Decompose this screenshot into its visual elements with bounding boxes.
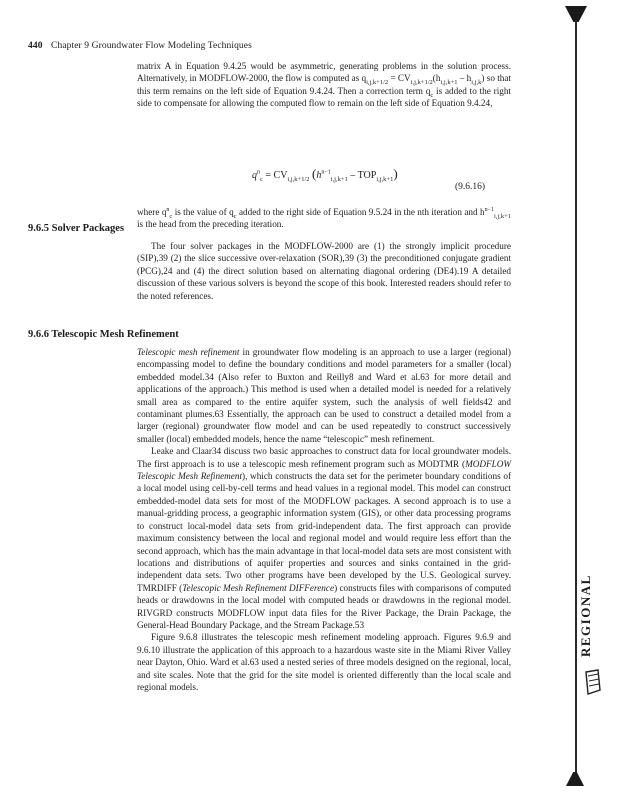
intro-text-3: (h	[432, 73, 441, 84]
tmr-paragraph-2c: ) constructs files with comparisons of computed heads or drawdowns in the local model with computed heads or drawdowns in the regional model. RIVGRD constructs MODFLOW input data files for the River Package, the Drain Package, the General-Head Boundary Package, and the Stream Package.53	[137, 582, 511, 630]
eq-frac-num: 1	[301, 176, 305, 183]
sidebar-rule	[575, 20, 577, 780]
eq-frac-den: 2	[306, 176, 310, 183]
where-clause: where $q^n_c$ is the value of $q_c$ added to the right side of Equation 9.5.24 in the nth iteration and $h^{n-1}_{i,j,k+1}$ is the head from the preceding iteration.	[137, 206, 512, 230]
sidebar-bottom-cap	[566, 772, 584, 786]
eq-h-sup: n−1	[321, 169, 331, 176]
eq-cv: = CV	[265, 170, 288, 181]
where-text-1: where q	[137, 207, 167, 217]
intro-text-2: = CV	[390, 73, 411, 84]
heading-telescopic-mesh: 9.6.6 Telescopic Mesh Refinement	[28, 329, 179, 340]
tmr-paragraph-2a: Leake and Claar34 discuss two basic approaches to construct data for local groundwater models. The first approach is to use a telescopic mesh refinement program such as MODTMR (	[137, 446, 511, 469]
book-tab-icon	[584, 668, 602, 701]
running-header	[28, 41, 252, 51]
page-number: 440	[28, 41, 43, 51]
tmr-paragraph-1: in groundwater flow modeling is an approach to use a larger (regional) encompassing model to define the boundary conditions and model parameters for a smaller (local) embedded model.34 (Also refer to Buxton and Reilly8 and Ward et al.63 for more detail and applications of the approach.) This method is used when a detailed model is needed for a relatively small area as compared to the entire aquifer system, such the analysis of well fields42 and contaminant plumes.63 Essentially, the approach can be used to construct a detailed model from a larger (regional) groundwater flow model and can be used repeatedly to construct successively smaller (local) embedded models, hence the name “telescopic” mesh refinement.	[137, 347, 511, 444]
heading-solver-packages: 9.6.5 Solver Packages	[28, 223, 125, 234]
eq-h-sub: i,j,k+1	[330, 176, 348, 183]
eq-lhs: q	[252, 170, 257, 181]
telescopic-mesh-body	[137, 346, 511, 693]
where-text-2: is the value of q	[174, 207, 234, 217]
intro-paragraph: matrix A in Equation 9.4.25 would be asymmetric, generating problems in the solution process. Alternatively, in MODFLOW-2000, the flow is computed as $q_{i,j,k+1/2} = CV_{i,j,k+1/2}(h_{i,j,k+1} - h_{i,j,k})$ so that this term remains on the left side of Equation 9.4.24. Then a correction term $q_c$ is added to the right side to compensate for allowing the computed flow to remain on the left side of Equation 9.4.24,	[137, 61, 511, 109]
tmr-term: Telescopic mesh refinement	[137, 347, 240, 357]
where-text-4: is the head from the preceding iteration.	[137, 219, 284, 230]
tmr-paragraph-3: Figure 9.6.8 illustrates the telescopic mesh refinement modeling approach. Figures 9.6.9 and 9.6.10 illustrate the application of this approach to a hazardous waste site in the Miami River Valley near Dayton, Ohio. Ward et al.63 used a nested series of three models designed on the regional, local, and site scales. Note that the grid for the site model is oriented differently than the local scale and regional models.	[137, 632, 511, 692]
eq-cv-sub: i,j,k+	[287, 176, 302, 183]
eq-top-sub: i,j,k+1	[376, 176, 394, 183]
solver-packages-text: The four solver packages in the MODFLOW-2000 are (1) the strongly implicit procedure (SIP),39 (2) the slice successive over-relaxation (SOR),39 (3) the preconditioned conjugate gradient (PCG),24 and (4) the direct solution based on alternating diagonal ordering (DE4).19 A detailed discussion of these various solvers is beyond the scope of this book. Interested readers should refer to the noted references.	[137, 241, 511, 301]
intro-text-4: – h	[459, 73, 472, 84]
equation-number: (9.6.16)	[455, 182, 486, 192]
eq-h: h	[316, 170, 322, 181]
modtmr-expansion: MODFLOW Telescopic Mesh Refinement	[137, 458, 511, 482]
running-title: Chapter 9 Groundwater Flow Modeling Techniques	[51, 41, 252, 51]
intro-text-5: ) so that this term remains on the left side of Equation 9.4.24. Then a correction term q	[137, 73, 511, 96]
tmr-paragraph-2b: ), which constructs the data set for the perimeter boundary conditions of a local model using cell-by-cell terms and head values in a regional model. This model can construct embedded-model data sets for most of the MODFLOW packages. A second approach is to use a manual-gridding process, a geographic information system (GIS), or other data processing programs to construct local-model data sets from grid-independent data. The first approach can provide maximum consistency between the local and regional model and would require less effort than the second approach, which has the main advantage in that local-model data sets are most consistent with locations and distributions of aquifer properties and sources and sinks contained in the grid-independent data sets. Two other programs have been developed by the U.S. Geological survey. TMRDIFF (	[137, 471, 512, 593]
eq-lhs-sub: c	[260, 176, 263, 183]
eq-top: – TOP	[350, 170, 377, 181]
eq-lhs-sup: n	[257, 169, 260, 176]
tmrdiff-expansion: Telescopic Mesh Refinement DIFFerence	[182, 582, 335, 593]
equation-9-6-16: $q^n_c = CV_{i,j,k+1/2}$ $(h^{n-1}_{i,j,k+1} - TOP_{i,j,k+1})$	[252, 166, 398, 183]
intro-text-1: matrix A in Equation 9.4.25 would be asymmetric, generating problems in the solution process. Alternatively, in MODFLOW-2000, the flow is computed as q	[137, 61, 511, 84]
chapter-tab-label: REGIONAL	[578, 574, 593, 657]
intro-text-6: is added to the right side to compensate for allowing the computed flow to remain on the left side of Equation 9.4.24,	[137, 85, 511, 109]
where-text-3: added to the right side of Equation 9.5.24 in the nth iteration and h	[238, 207, 485, 217]
solver-packages-paragraph	[137, 240, 511, 302]
